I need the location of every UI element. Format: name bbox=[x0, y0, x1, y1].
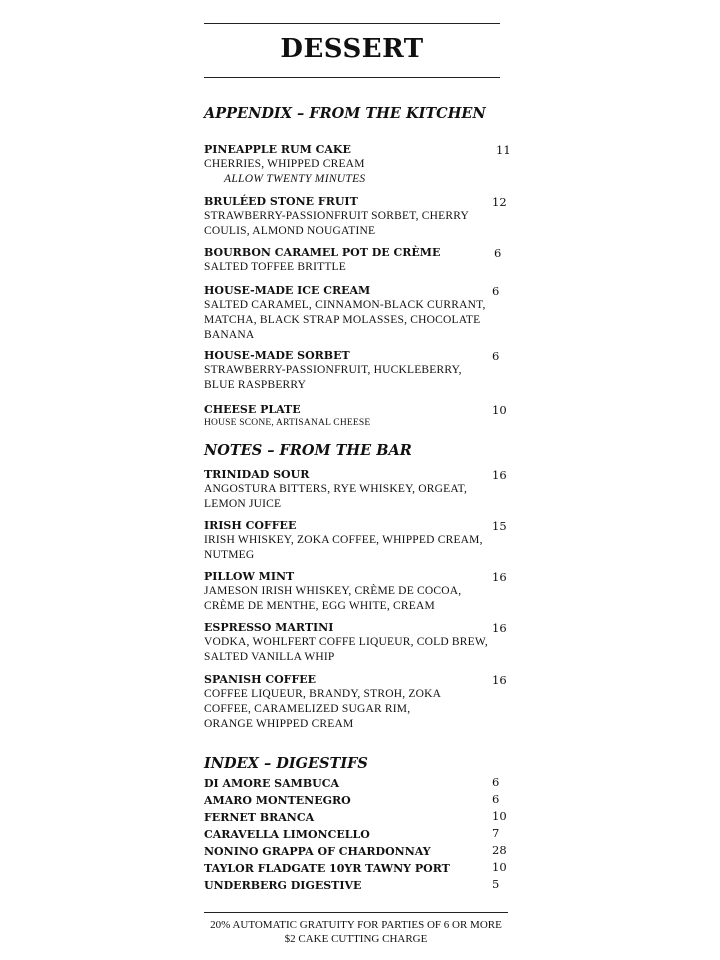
item-name: TRINIDAD SOUR bbox=[204, 468, 310, 481]
digestif-price: 7 bbox=[492, 826, 500, 840]
item-price: 16 bbox=[492, 570, 507, 584]
item-name: BOURBON CARAMEL POT DE CRÈME bbox=[204, 246, 441, 259]
digestif-row bbox=[204, 774, 510, 791]
item-description: IRISH WHISKEY, ZOKA COFFEE, WHIPPED CREAM, NUTMEG bbox=[204, 534, 483, 561]
digestif-price: 10 bbox=[492, 809, 507, 823]
digestif-name: NONINO GRAPPA OF CHARDONNAY bbox=[204, 845, 431, 858]
item-description: COFFEE LIQUEUR, BRANDY, STROH, ZOKA COFFEE, CARAMELIZED SUGAR RIM, ORANGE WHIPPED CREAM bbox=[204, 688, 441, 730]
kitchen-heading: APPENDIX – FROM THE KITCHEN bbox=[204, 105, 486, 122]
item-description: STRAWBERRY-PASSIONFRUIT SORBET, CHERRY COULIS, ALMOND NOUGATINE bbox=[204, 210, 469, 237]
gratuity-note: 20% AUTOMATIC GRATUITY FOR PARTIES OF 6 OR MORE bbox=[210, 919, 502, 931]
digestif-price: 28 bbox=[492, 843, 507, 857]
bar-heading: NOTES – FROM THE BAR bbox=[204, 442, 412, 459]
item-description: CHERRIES, WHIPPED CREAM bbox=[204, 158, 365, 170]
item-price: 6 bbox=[494, 246, 502, 260]
item-price: 6 bbox=[492, 284, 500, 298]
digestif-row bbox=[204, 791, 510, 808]
page-title: DESSERT bbox=[280, 34, 424, 64]
item-price: 11 bbox=[496, 143, 511, 157]
digestif-row bbox=[204, 876, 510, 893]
item-name: CHEESE PLATE bbox=[204, 403, 301, 416]
menu-item bbox=[204, 349, 510, 393]
digestif-price: 10 bbox=[492, 860, 507, 874]
digestif-name: CARAVELLA LIMONCELLO bbox=[204, 828, 370, 841]
item-name: HOUSE-MADE ICE CREAM bbox=[204, 284, 371, 297]
menu-item bbox=[204, 673, 510, 732]
item-description: SALTED TOFFEE BRITTLE bbox=[204, 261, 346, 273]
item-name: BRULÉED STONE FRUIT bbox=[204, 195, 358, 208]
item-description: JAMESON IRISH WHISKEY, CRÈME DE COCOA, CRÈME DE MENTHE, EGG WHITE, CREAM bbox=[204, 585, 462, 612]
item-name: IRISH COFFEE bbox=[204, 519, 297, 532]
digestif-name: UNDERBERG DIGESTIVE bbox=[204, 879, 362, 892]
item-note: ALLOW TWENTY MINUTES bbox=[224, 173, 366, 185]
item-name: ESPRESSO MARTINI bbox=[204, 621, 334, 634]
digestif-price: 6 bbox=[492, 792, 500, 806]
item-description: ANGOSTURA BITTERS, RYE WHISKEY, ORGEAT, LEMON JUICE bbox=[204, 483, 468, 510]
menu-item bbox=[204, 246, 510, 275]
item-price: 16 bbox=[492, 621, 507, 635]
digestif-name: DI AMORE SAMBUCA bbox=[204, 777, 339, 790]
digestif-name: TAYLOR FLADGATE 10YR TAWNY PORT bbox=[204, 862, 450, 875]
item-price: 12 bbox=[492, 195, 507, 209]
item-name: PILLOW MINT bbox=[204, 570, 295, 583]
menu-item bbox=[204, 570, 510, 614]
menu-item bbox=[204, 621, 510, 665]
item-name: HOUSE-MADE SORBET bbox=[204, 349, 350, 362]
digestif-name: AMARO MONTENEGRO bbox=[204, 794, 351, 807]
item-name: PINEAPPLE RUM CAKE bbox=[204, 143, 351, 156]
menu-item bbox=[204, 468, 510, 512]
item-description: SALTED CARAMEL, CINNAMON-BLACK CURRANT, MATCHA, BLACK STRAP MOLASSES, CHOCOLATE BANANA bbox=[204, 299, 486, 341]
digestif-row bbox=[204, 859, 510, 876]
item-description: HOUSE SCONE, ARTISANAL CHEESE bbox=[204, 418, 371, 428]
title-bottom-rule bbox=[204, 77, 500, 78]
item-price: 16 bbox=[492, 468, 507, 482]
item-price: 10 bbox=[492, 403, 507, 417]
footer-rule bbox=[204, 912, 508, 913]
item-description: STRAWBERRY-PASSIONFRUIT, HUCKLEBERRY, BLUE RASPBERRY bbox=[204, 364, 462, 391]
menu-item bbox=[204, 519, 510, 563]
menu-item bbox=[204, 143, 510, 186]
menu-item bbox=[204, 195, 510, 239]
menu-item bbox=[204, 284, 510, 343]
digestif-price: 6 bbox=[492, 775, 500, 789]
digestif-price: 5 bbox=[492, 877, 500, 891]
title-top-rule bbox=[204, 23, 500, 24]
menu-item bbox=[204, 403, 510, 430]
digestif-name: FERNET BRANCA bbox=[204, 811, 315, 824]
item-price: 16 bbox=[492, 673, 507, 687]
item-price: 15 bbox=[492, 519, 507, 533]
item-name: SPANISH COFFEE bbox=[204, 673, 317, 686]
digestif-row bbox=[204, 808, 510, 825]
item-description: VODKA, WOHLFERT COFFE LIQUEUR, COLD BREW, SALTED VANILLA WHIP bbox=[204, 636, 488, 663]
item-price: 6 bbox=[492, 349, 500, 363]
digestifs-heading: INDEX – DIGESTIFS bbox=[204, 755, 368, 772]
digestif-row bbox=[204, 825, 510, 842]
cake-cutting-note: $2 CAKE CUTTING CHARGE bbox=[284, 933, 428, 945]
footer bbox=[200, 918, 512, 946]
digestif-row bbox=[204, 842, 510, 859]
